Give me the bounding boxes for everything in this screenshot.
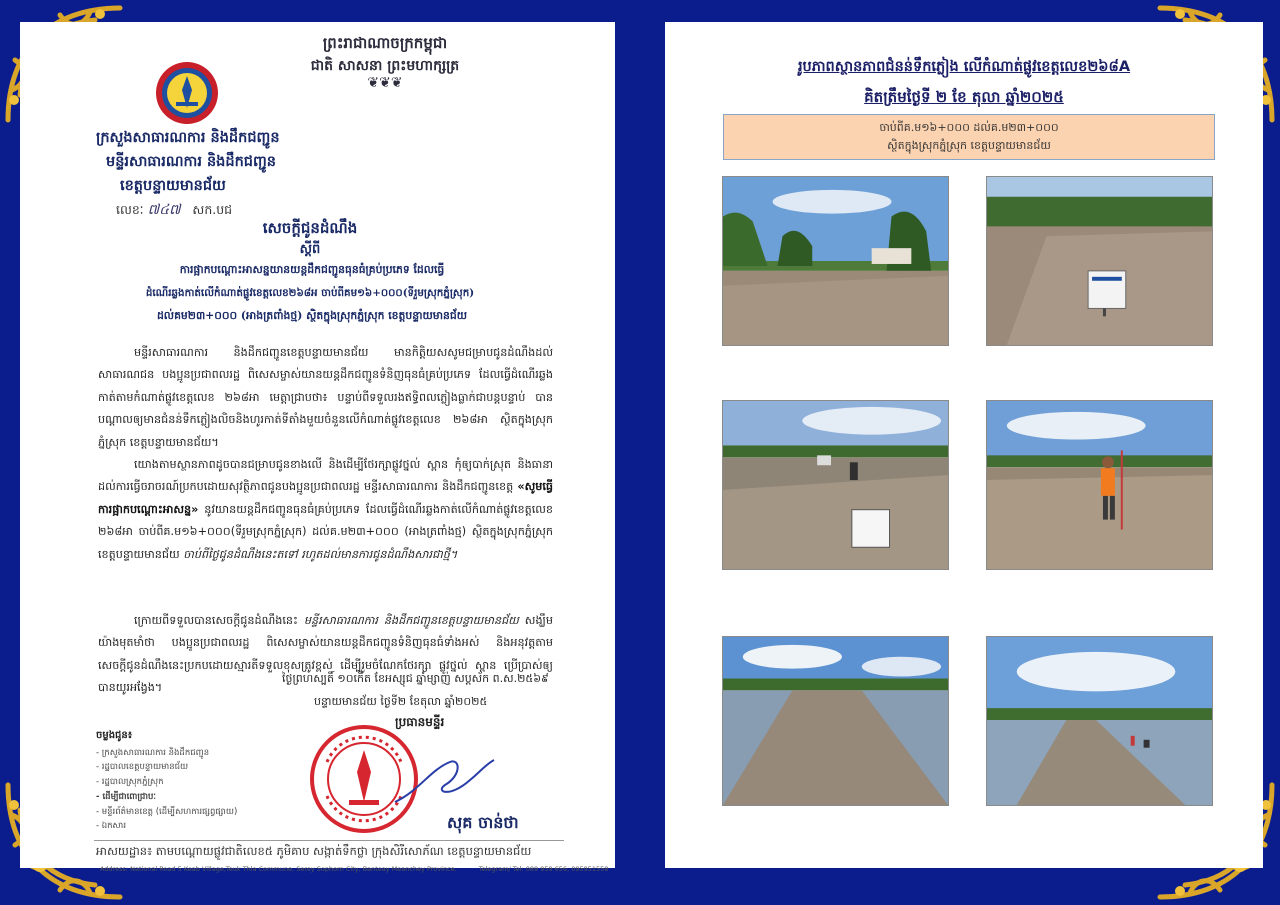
footer-divider: [94, 840, 564, 841]
recipients-list: [96, 729, 237, 834]
subject-line-2: ដំណើរឆ្លងកាត់លើកំណាត់ផ្លូវខេត្តលេខ២៦៨អ ចាប់ពីគម១៦+០០០(ទីរួមស្រុកភ្នំស្រុក): [145, 287, 475, 299]
recipient-item: - ដើម្បីជាពោជ្រាបៈ: [96, 791, 157, 802]
footer-address-english: Address: National Road 5 Keab Village,Teuk Thla Commune, Serey Sophorn City, Banteay Meanchey Province. Telegram/ Tel: 089 959 656, 095951558: [100, 865, 609, 873]
ministry-name: ក្រសួងសាធារណការ និងដឹកជញ្ជូន: [96, 129, 280, 146]
kingdom-heading: ព្រះរាជាណាចក្រកម្ពុជា: [322, 34, 448, 52]
subject-line-3: ដល់គម២៣+០០០ (អាងត្រពាំងថ្ម) ស្ថិតក្នុងស្រុកភ្នំស្រុក ខេត្តបន្ទាយមានជ័យ: [156, 309, 468, 322]
recipient-item: - មន្ទីរព័ត៌មានខេត្ត (ដើម្បីសហការផ្សព្វផ្សាយ): [96, 806, 238, 817]
paragraph-3-italic: មន្ទីរសាធារណការ និងដឹកជញ្ជូនខេត្តបន្ទាយមានជ័យ: [303, 614, 519, 627]
handwritten-signature: [390, 750, 500, 810]
flooded-road-photo-3: [722, 400, 949, 570]
ministry-logo: [154, 60, 220, 126]
footer-address-khmer: អាសយដ្ឋាន៖ តាមបណ្ដោយផ្លូវជាតិលេខ៥ ភូមិគាប សង្កាត់ទឹកថ្លា ក្រុងសិរីសោភ័ណ ខេត្តបន្ទាយមានជ័យ: [96, 844, 532, 858]
paragraph-2-italic: ចាប់ពីថ្ងៃជូនដំណឹងនេះតទៅ រហូតដល់មានការជូនដំណឹងសារជាថ្មី។: [183, 547, 458, 561]
location-km-range: ចាប់ពីគ.ម១៦+០០០ ដល់គ.ម២៣+០០០: [879, 121, 1059, 134]
notice-letter-page: [20, 22, 615, 873]
paragraph-2-emphasis: «សូមធ្វើការផ្អាកបណ្ដោះអាសន្ន»: [98, 480, 553, 516]
motto-ornament: ❦❦❦: [367, 75, 403, 91]
signatory-name: សុគ ចាន់ថា: [447, 813, 519, 832]
photo-page-title: រូបភាពស្ថានភាពជំនន់ទឹកភ្លៀង លើកំណាត់ផ្លូវខេត្តលេខ២៦៨A: [797, 59, 1131, 75]
ref-number: ៧៤៧: [147, 202, 181, 218]
flood-photo-page: [665, 22, 1263, 868]
flooded-road-photo-6: [986, 636, 1213, 806]
location-district: ស្ថិតក្នុងស្រុកភ្នំស្រុក ខេត្តបន្ទាយមានជ័យ: [887, 139, 1051, 152]
recipient-item: - ឯកសារ: [96, 821, 127, 832]
location-info-box: [723, 114, 1215, 160]
recipient-item: - រដ្ឋបាលស្រុកភ្នំស្រុក: [96, 777, 164, 788]
photo-page-date: គិតត្រឹមថ្ងៃទី ២ ខែ តុលា ឆ្នាំ២០២៥: [864, 88, 1064, 106]
footer-telephone: Telegram/ Tel: 089 959 656, 095951558: [478, 865, 609, 873]
ref-label: លេខៈ: [116, 202, 144, 217]
recipient-item: - ក្រសួងសាធារណការ និងដឹកជញ្ជូន: [96, 747, 210, 758]
subject-label: ស្តីពី: [299, 242, 321, 257]
province-name: ខេត្តបន្ទាយមានជ័យ: [120, 177, 226, 194]
paragraph-3: ក្រោយពីទទួលបានសេចក្តីជូនដំណឹងនេះ មន្ទីរសាធារណការ និងដឹកជញ្ជូនខេត្តបន្ទាយមានជ័យ សង្ឃឹមយ៉ាងមុតមាំថា បងប្អូនប្រជាពលរដ្ឋ ពិសេសម្ចាស់យានយន្តដឹកជញ្ជូនទំនិញធុនធំទាំងអស់ និងអនុវត្តតាមសេចក្តីជូនដំណឹងនេះប្រកបដោយស្មារតីទទួលខុសត្រូវខ្ពស់ ដើម្បីរួមចំណែកថែរក្សា ផ្លូវថ្នល់ ស្ពាន ប្រើប្រាស់ឲ្យបានយូរអង្វែង។: [98, 614, 553, 695]
solar-date: បន្ទាយមានជ័យ ថ្ងៃទី២ ខែតុលា ឆ្នាំ២០២៥: [314, 695, 488, 708]
flooded-road-photo-4: [986, 400, 1213, 570]
subject-line-1: ការផ្អាកបណ្ដោះអាសន្នយានយន្តដឹកជញ្ជូនធុនធំគ្រប់ប្រភេទ ដែលធ្វើ: [179, 263, 445, 276]
recipient-item: - រដ្ឋបាលខេត្តបន្ទាយមានជ័យ: [96, 762, 189, 773]
paragraph-2: យោងតាមស្ថានភាពដូចបានជម្រាបជូនខាងលើ និងដើម្បីថែរក្សាផ្លូវថ្នល់ ស្ពាន កុំឲ្យបាក់ស្រុត និងធានាដល់ការធ្វើចរាចរណ៍ប្រកបដោយសុវត្ថិភាពជូនបងប្អូនប្រជាពលរដ្ឋ មន្ទីរសាធារណការ និងដឹកជញ្ជូនខេត្ត «សូមធ្វើការផ្អាកបណ្ដោះអាសន្ន» នូវយានយន្តដឹកជញ្ជូនធុនធំគ្រប់ប្រភេទ ដែលធ្វើដំណើរឆ្លងកាត់លើកំណាត់ផ្លូវខេត្តលេខ ២៦៨អា ចាប់ពីគ.ម១៦+០០០(ទីរួមស្រុកភ្នំស្រុក) ដល់គ.ម២៣+០០០ (អាងត្រពាំងថ្ម) ស្ថិតក្នុងស្រុកភ្នំស្រុក ខេត្តបន្ទាយមានជ័យ ចាប់ពីថ្ងៃជូនដំណឹងនេះតទៅ រហូតដល់មានការជូនដំណឹងសារជាថ្មី។: [98, 458, 554, 561]
flooded-road-photo-2: [986, 176, 1213, 346]
signatory-title: ប្រធានមន្ទីរ: [395, 715, 445, 729]
lunar-date: ថ្ងៃព្រហស្បតិ៍ ១០កើត ខែអស្សុជ ឆ្នាំម្សាញ់ សប្តស័ក ព.ស.២៥៦៩: [282, 672, 549, 685]
national-motto: ជាតិ សាសនា ព្រះមហាក្សត្រ: [310, 58, 460, 74]
department-name: មន្ទីរសាធារណការ និងដឹកជញ្ជូន: [106, 153, 277, 170]
document-type-title: សេចក្តីជូនដំណឹង: [262, 219, 358, 237]
recipients-title: ចម្លងជូន៖: [96, 730, 133, 741]
reference-number: [116, 200, 232, 221]
ref-suffix: សក.បជ: [192, 202, 233, 217]
flooded-road-photo-1: [722, 176, 949, 346]
paragraph-1: មន្ទីរសាធារណការ និងដឹកជញ្ជូនខេត្តបន្ទាយមានជ័យ មានកិត្តិយសសូមជម្រាបជូនដំណឹងដល់សាធារណជន បងប្អូនប្រជាពលរដ្ឋ ពិសេសម្ចាស់យានយន្តដឹកជញ្ជូនទំនិញធុនធំគ្រប់ប្រភេទ ដែលធ្វើដំណើរឆ្លងកាត់តាមកំណាត់ផ្លូវខេត្តលេខ ២៦៨អា មេត្តាជ្រាបថា៖ បន្ទាប់ពីទទួលរងឥទ្ធិពលភ្លៀងធ្លាក់ជាបន្តបន្ទាប់ បានបណ្តាលឲ្យមានជំនន់ទឹកភ្លៀងលិចនិងហូរកាត់ទីតាំងមួយចំនួនលើកំណាត់ផ្លូវខេត្តលេខ ២៦៨អា ស្ថិតក្នុងស្រុកភ្នំស្រុក ខេត្តបន្ទាយមានជ័យ។: [98, 346, 553, 449]
flooded-road-photo-5: [722, 636, 949, 806]
